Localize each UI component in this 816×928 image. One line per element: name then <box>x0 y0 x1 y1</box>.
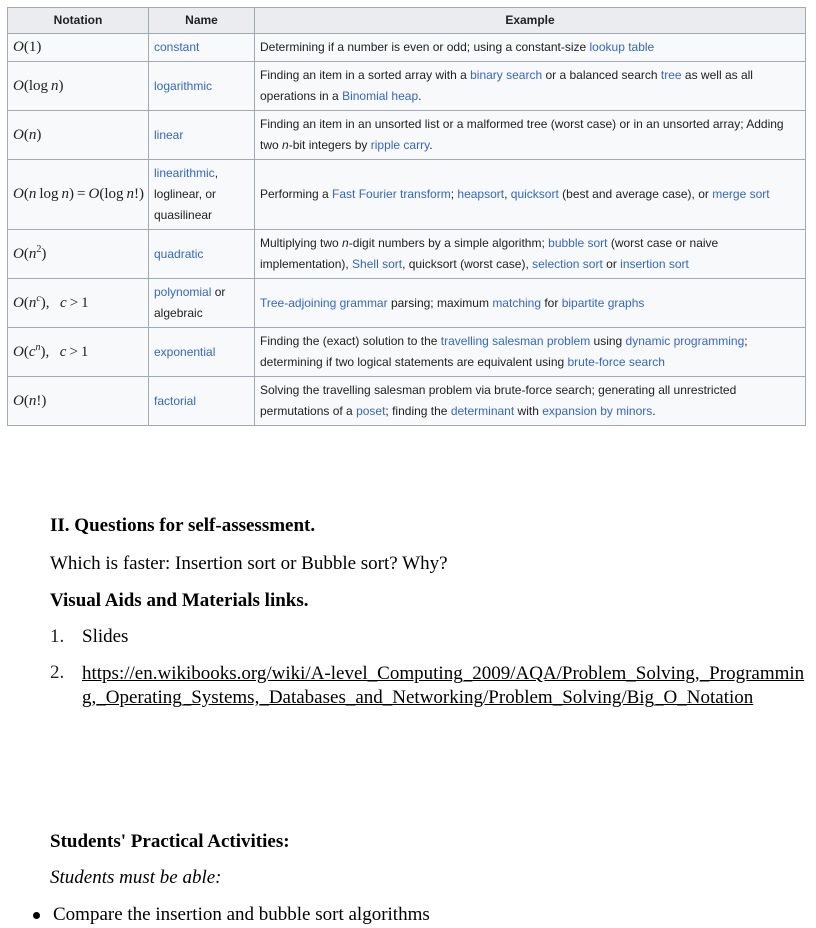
wiki-link[interactable]: insertion sort <box>620 257 689 271</box>
example-cell <box>255 111 806 160</box>
bullet-icon <box>33 912 40 919</box>
wiki-link[interactable]: linearithmic <box>154 166 215 180</box>
wiki-link[interactable]: binary search <box>470 68 543 82</box>
cell-text: ; determining if two logical statements are equivalent using <box>260 334 748 369</box>
cell-text: ; <box>450 187 458 201</box>
wiki-link[interactable]: determinant <box>450 404 515 418</box>
notation-math: $O(c^n)$, c > 1 <box>13 341 89 360</box>
notation-math: O(log n) <box>13 77 64 94</box>
cell-text: or <box>602 257 621 271</box>
wiki-link[interactable]: Binomial heap <box>342 89 419 103</box>
cell-text: , <box>504 187 511 201</box>
complexity-table-container <box>7 7 806 426</box>
wiki-link[interactable]: linear <box>154 127 184 142</box>
wiki-link[interactable]: ripple carry <box>370 138 430 152</box>
wiki-link[interactable]: tree <box>660 68 682 82</box>
cell-text: Finding an item in a sorted array with a <box>260 68 471 82</box>
section-heading: II. Questions for self-assessment. <box>50 515 316 536</box>
cell-text: Determining if a number is even or odd; using a constant-size <box>260 40 590 54</box>
table-row <box>8 111 806 160</box>
cell-text: -bit integers by <box>288 138 371 152</box>
table-row <box>8 62 806 111</box>
example-cell <box>255 328 806 377</box>
wiki-link[interactable]: constant <box>154 40 200 54</box>
cell-text: , quicksort (worst case), <box>402 257 533 271</box>
notation-math: O(n) <box>13 126 42 143</box>
wiki-link[interactable]: bipartite graphs <box>561 295 645 310</box>
cell-text: Multiplying two <box>260 236 343 250</box>
cell-text: (best and average case), or <box>558 187 713 201</box>
cell-text: for <box>541 295 562 310</box>
notation-math: $O(n^c)$, c > 1 <box>13 292 89 311</box>
notation-cell <box>8 160 149 230</box>
notation-cell <box>8 111 149 160</box>
example-cell <box>255 160 806 230</box>
table-row <box>8 279 806 328</box>
cell-text: , loglinear, or quasilinear <box>154 166 219 222</box>
table-row <box>8 230 806 279</box>
notation-cell <box>8 62 149 111</box>
cell-text: Solving the travelling salesman problem via brute-force search; generating all unrestricted permutations of a <box>260 383 737 418</box>
name-cell <box>149 377 255 426</box>
notation-cell <box>8 328 149 377</box>
wiki-link[interactable]: dynamic programming <box>625 334 745 348</box>
wiki-link[interactable]: quicksort <box>510 187 559 201</box>
wiki-link[interactable]: Tree-adjoining grammar <box>260 295 388 310</box>
table-row <box>8 377 806 426</box>
cell-text: or algebraic <box>154 285 226 320</box>
wiki-link[interactable]: exponential <box>154 344 216 359</box>
materials-item-slides[interactable]: Slides <box>82 626 129 647</box>
complexity-table <box>7 7 806 426</box>
example-cell <box>255 230 806 279</box>
name-cell <box>149 230 255 279</box>
table-header-row <box>8 8 806 34</box>
wiki-link[interactable]: heapsort <box>457 187 505 201</box>
notation-cell <box>8 230 149 279</box>
list-number: 2. <box>50 662 65 683</box>
cell-text: ; finding the <box>385 404 451 418</box>
wiki-link[interactable]: expansion by minors <box>542 404 653 418</box>
header-notation[interactable]: Notation <box>8 8 149 34</box>
self-assessment-question: Which is faster: Insertion sort or Bubble sort? Why? <box>50 553 448 574</box>
table-row <box>8 328 806 377</box>
wiki-link[interactable]: factorial <box>154 393 197 408</box>
notation-cell <box>8 279 149 328</box>
wiki-link[interactable]: quadratic <box>154 246 204 261</box>
example-cell <box>255 62 806 111</box>
table-row <box>8 34 806 62</box>
example-cell <box>255 279 806 328</box>
wiki-link[interactable]: polynomial <box>154 285 212 299</box>
cell-text: using <box>590 334 626 348</box>
cell-text: or a balanced search <box>542 68 661 82</box>
wiki-link[interactable]: merge sort <box>712 187 770 201</box>
wiki-link[interactable]: lookup table <box>589 40 655 54</box>
cell-text: Performing a <box>260 187 333 201</box>
notation-cell <box>8 34 149 62</box>
cell-text: Finding the (exact) solution to the <box>260 334 441 348</box>
wikibooks-link[interactable]: https://en.wikibooks.org/wiki/A-level_Computing_2009/AQA/Problem_Solving,_Programming,_Operating_Systems,_Databases_and_Networking/Problem_Solving/Big_O_Notation <box>82 663 805 708</box>
name-cell <box>149 62 255 111</box>
example-cell <box>255 34 806 62</box>
materials-heading: Visual Aids and Materials links. <box>50 590 309 611</box>
table-body <box>8 34 806 426</box>
cell-text: Finding an item in an unsorted list or a malformed tree (worst case) or in an unsorted array; Adding two <box>260 117 784 152</box>
wiki-link[interactable]: Fast Fourier transform <box>332 187 451 201</box>
name-cell <box>149 111 255 160</box>
wiki-link[interactable]: matching <box>492 295 542 310</box>
list-number: 1. <box>50 626 65 647</box>
name-cell <box>149 160 255 230</box>
cell-text: with <box>514 404 543 418</box>
table-row <box>8 160 806 230</box>
cell-text: as well as all operations in a <box>260 68 753 103</box>
cell-text: -digit numbers by a simple algorithm; <box>348 236 549 250</box>
wiki-link[interactable]: logarithmic <box>154 78 213 93</box>
notation-cell <box>8 377 149 426</box>
cell-text: . <box>429 138 433 152</box>
wiki-link[interactable]: poset <box>356 404 386 418</box>
cell-text: . <box>418 89 422 103</box>
name-cell <box>149 328 255 377</box>
activity-item: Compare the insertion and bubble sort algorithms <box>53 904 430 925</box>
cell-text: (worst case or naive implementation), <box>260 236 719 271</box>
wiki-link[interactable]: Shell sort <box>352 257 403 271</box>
cell-text: n <box>282 138 289 152</box>
activities-intro: Students must be able: <box>50 867 222 888</box>
cell-text: n <box>342 236 349 250</box>
notation-math: $O(n^2)$ <box>13 243 47 262</box>
wiki-link[interactable]: travelling salesman problem <box>440 334 591 348</box>
notation-math: O(n log n) = O(log n!) <box>13 186 145 202</box>
header-example[interactable]: Example <box>255 8 806 34</box>
example-cell <box>255 377 806 426</box>
wiki-link[interactable]: selection sort <box>532 257 603 271</box>
name-cell <box>149 279 255 328</box>
activities-heading: Students' Practical Activities: <box>50 831 290 852</box>
notation-math: O(n!) <box>13 392 47 409</box>
name-cell <box>149 34 255 62</box>
header-name[interactable]: Name <box>149 8 255 34</box>
wiki-link[interactable]: bubble sort <box>548 236 608 250</box>
notation-math: O(1) <box>13 39 42 55</box>
cell-text: parsing; maximum <box>387 295 493 310</box>
cell-text: . <box>652 404 656 418</box>
wiki-link[interactable]: brute-force search <box>567 355 665 369</box>
